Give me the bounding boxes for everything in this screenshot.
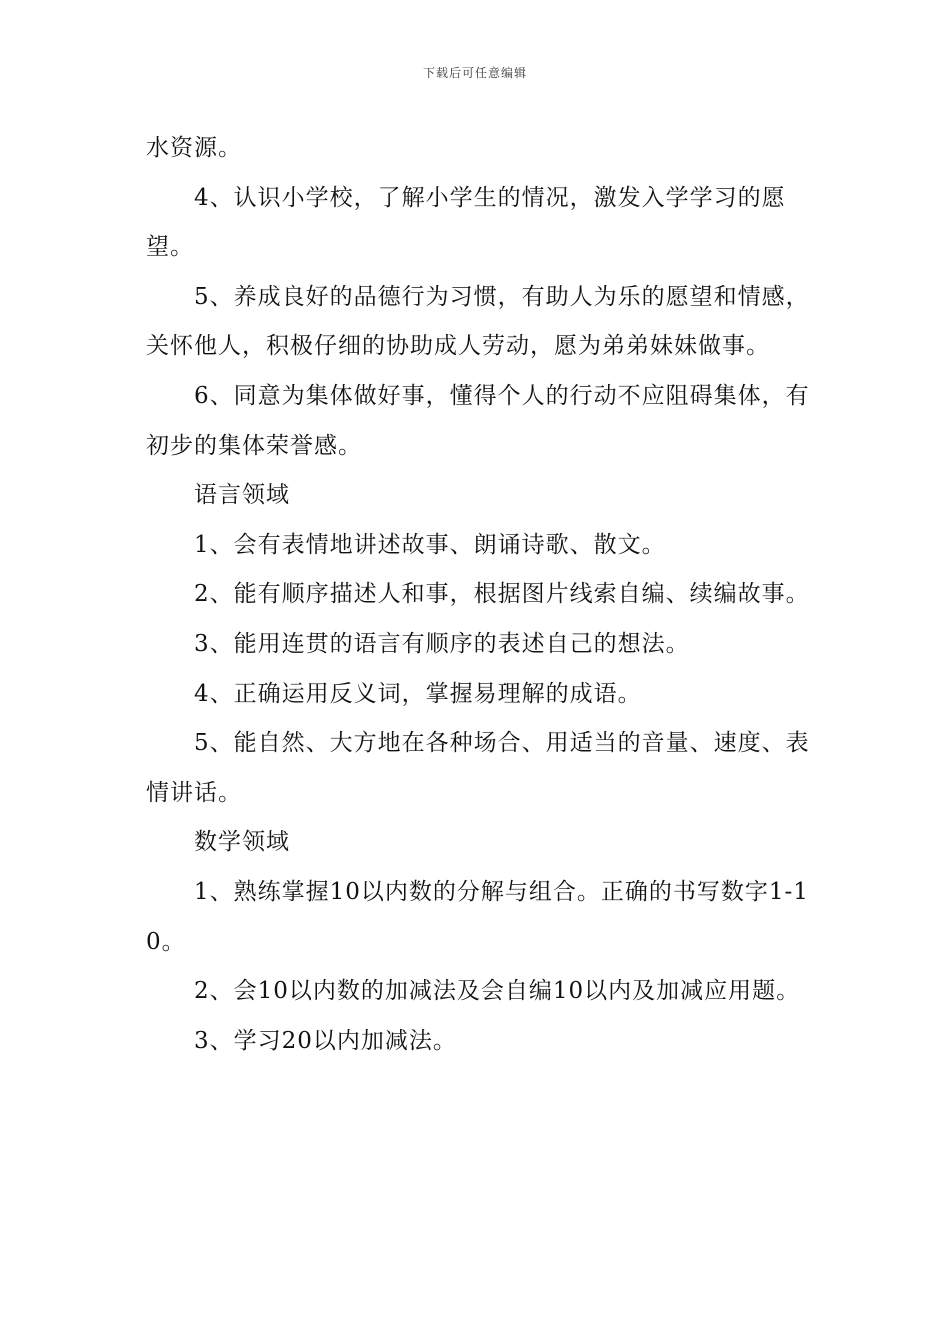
paragraph-continuation: 水资源。 xyxy=(146,135,242,161)
paragraph-language-2: 2、能有顺序描述人和事，根据图片线索自编、续编故事。 xyxy=(194,581,810,608)
paragraph-language-3: 3、能用连贯的语言有顺序的表述自己的想法。 xyxy=(194,630,690,657)
paragraph-language-4: 4、正确运用反义词，掌握易理解的成语。 xyxy=(194,680,642,707)
paragraph-language-5: 5、能自然、大方地在各种场合、用适当的音量、速度、表情讲话。 xyxy=(146,730,810,806)
section-heading-language: 语言领域 xyxy=(194,482,290,509)
paragraph-math-2: 2、会10以内数的加减法及会自编10以内及加减应用题。 xyxy=(194,978,801,1005)
page-header-note: 下载后可任意编辑 xyxy=(422,66,527,80)
paragraph-math-1: 1、熟练掌握10以内数的分解与组合。正确的书写数字1-10。 xyxy=(146,878,809,955)
document-body xyxy=(146,124,816,1066)
paragraph-language-1: 1、会有表情地讲述故事、朗诵诗歌、散文。 xyxy=(194,531,666,558)
paragraph-math-3: 3、学习20以内加减法。 xyxy=(194,1027,457,1054)
section-heading-math: 数学领域 xyxy=(194,829,290,856)
paragraph-item-6: 6、同意为集体做好事，懂得个人的行动不应阻碍集体，有初步的集体荣誉感。 xyxy=(146,382,810,459)
paragraph-item-4: 4、认识小学校，了解小学生的情况，激发入学学习的愿望。 xyxy=(146,184,786,261)
paragraph-item-5: 5、养成良好的品德行为习惯，有助人为乐的愿望和情感，关怀他人，积极仔细的协助成人劳动，愿为弟弟妹妹做事。 xyxy=(146,283,810,360)
